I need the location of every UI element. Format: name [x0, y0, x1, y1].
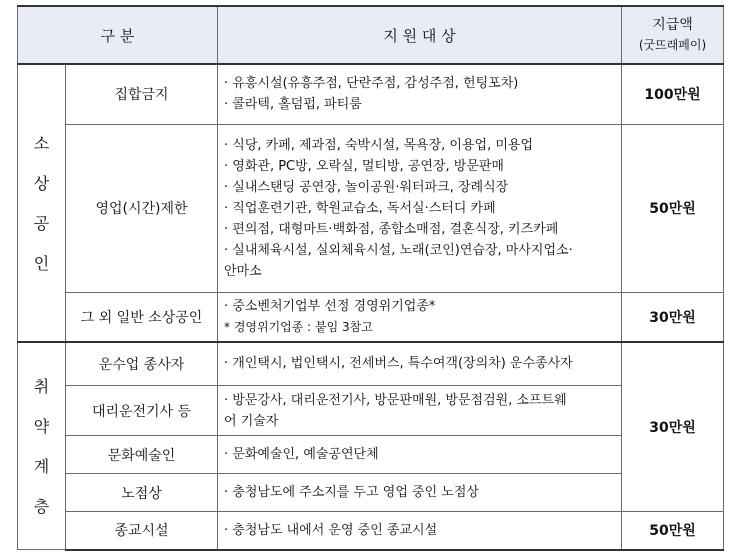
row-name: 문화예술인 [66, 436, 218, 474]
row-targets: · 식당, 카페, 제과점, 숙박시설, 목욕장, 이용업, 미용업 · 영화관, PC방, 오락실, 멀티방, 공연장, 방문판매 · 실내스탠딩 공연장, 놀이공원·워터파크, 장례식장 · 직업훈련기관, 학원교습소, 독서실·스터디 카페 · 편의점, 대형마트·백화점, 종합소매점, 결혼식장, 키즈카페 · 실내체육시설, 실외체육시설, 노래(코인)연습장, 마사지업소· 안마소 [218, 124, 622, 292]
row-name: 그 외 일반 소상공인 [66, 292, 218, 342]
table-row [18, 64, 724, 124]
category-vulnerable: 취 약 계 층 [18, 342, 66, 550]
table-row [18, 342, 724, 386]
vulnerable-amount: 30만원 [622, 342, 724, 512]
support-table [17, 5, 724, 551]
row-amount: 50만원 [622, 124, 724, 292]
row-name: 운수업 종사자 [66, 342, 218, 386]
header-category: 구 분 [18, 6, 218, 64]
row-name: 대리운전기사 등 [66, 386, 218, 436]
row-targets: · 충청남도에 주소지를 두고 영업 중인 노점상 [218, 474, 622, 512]
header-amount-sub: (굿뜨래페이) [638, 38, 707, 52]
row-targets: · 개인택시, 법인택시, 전세버스, 특수여객(장의차) 운수종사자 [218, 342, 622, 386]
row-targets: · 유흥시설(유흥주점, 단란주점, 감성주점, 헌팅포차) · 콜라텍, 홀덤펍, 파티룸 [218, 64, 622, 124]
row-amount: 50만원 [622, 512, 724, 550]
row-targets: · 문화예술인, 예술공연단체 [218, 436, 622, 474]
header-amount [622, 6, 724, 64]
row-targets: · 중소벤처기업부 선정 경영위기업종* * 경영위기업종 : 붙임 3참고 [218, 292, 622, 342]
header-target: 지 원 대 상 [218, 6, 622, 64]
table-row [18, 436, 724, 474]
table-row [18, 124, 724, 292]
row-name: 종교시설 [66, 512, 218, 550]
row-amount: 100만원 [622, 64, 724, 124]
row-name: 집합금지 [66, 64, 218, 124]
table-row [18, 292, 724, 342]
row-name: 노점상 [66, 474, 218, 512]
row-targets: · 충청남도 내에서 운영 중인 종교시설 [218, 512, 622, 550]
header-row [18, 6, 724, 64]
category-small-business: 소 상 공 인 [18, 64, 66, 342]
row-amount: 30만원 [622, 292, 724, 342]
row-note: * 경영위기업종 : 붙임 3참고 [224, 319, 373, 334]
table-row [18, 512, 724, 550]
header-amount-title: 지급액 [652, 17, 693, 33]
row-targets: · 방문강사, 대리운전기사, 방문판매원, 방문점검원, 소프트웨 어 기술자 [218, 386, 622, 436]
table-row [18, 474, 724, 512]
row-name: 영업(시간)제한 [66, 124, 218, 292]
table-row [18, 386, 724, 436]
